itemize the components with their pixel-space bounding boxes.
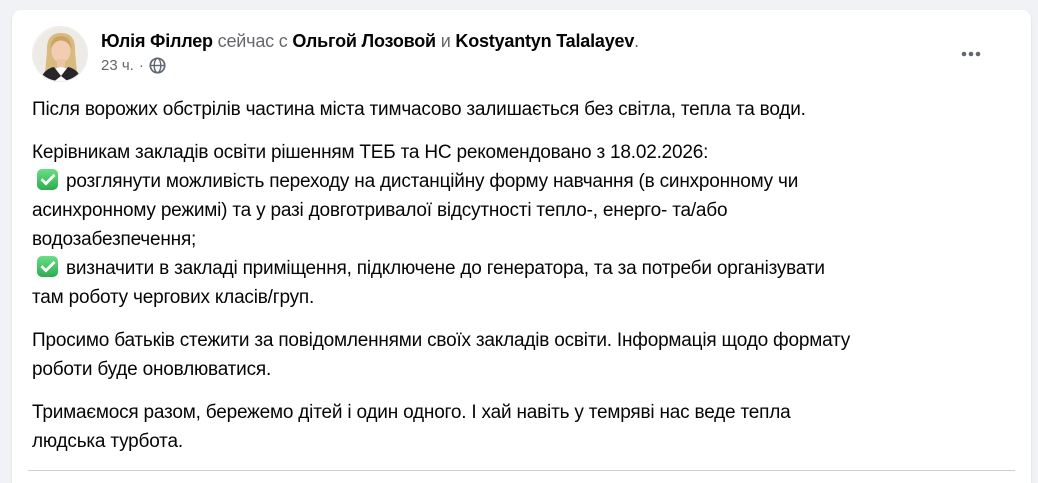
- post-text: асинхронному режимі) та у разі довготривалої відсутності тепло-, енерго- та/або: [32, 200, 728, 221]
- title-connector-1: сейчас с: [217, 31, 288, 51]
- post-body: [12, 82, 1031, 456]
- post-text: Керівникам закладів освіти рішенням ТЕБ та НС рекомендовано з 18.02.2026:: [32, 142, 709, 163]
- post-header-text: [101, 26, 953, 74]
- post-line: [32, 427, 1015, 456]
- ellipsis-icon: [960, 43, 982, 65]
- post-card: [12, 10, 1031, 483]
- tagged-person-1[interactable]: Ольгой Лозовой: [292, 31, 436, 51]
- post-text: визначити в закладі приміщення, підключене до генератора, та за потреби організувати: [66, 258, 825, 279]
- post-text: Після ворожих обстрілів частина міста тимчасово залишається без світла, тепла та води.: [32, 99, 806, 120]
- post-line: [32, 225, 1015, 254]
- title-suffix: .: [634, 31, 639, 51]
- timestamp[interactable]: 23 ч.: [101, 57, 134, 74]
- post-line: [32, 398, 1015, 427]
- meta-separator: ·: [138, 57, 144, 74]
- check-icon: [37, 256, 58, 277]
- title-connector-2: и: [440, 31, 451, 51]
- post-meta: [101, 57, 953, 74]
- post-text: Просимо батьків стежити за повідомленнями своїх закладів освіти. Інформація щодо формату: [32, 330, 851, 351]
- post-paragraph: [32, 138, 1015, 312]
- post-title: [101, 29, 953, 53]
- post-paragraph: [32, 398, 1015, 456]
- post-text: водозабезпечення;: [32, 229, 197, 250]
- post-text: Тримаємося разом, бережемо дітей і один одного. І хай навіть у темряві нас веде тепла: [32, 402, 791, 423]
- post-line: [32, 355, 1015, 384]
- avatar[interactable]: [32, 26, 88, 82]
- post-options-button[interactable]: [953, 36, 989, 72]
- post-line: [32, 254, 1015, 283]
- author-name[interactable]: Юлія Філлер: [101, 31, 213, 51]
- post-line: [32, 167, 1015, 196]
- post-line: [32, 95, 1015, 124]
- post-text: людська турбота.: [32, 431, 183, 452]
- post-header: [12, 10, 1031, 82]
- post-line: [32, 326, 1015, 355]
- globe-icon: [149, 57, 166, 74]
- post-line: [32, 196, 1015, 225]
- post-text: там роботу чергових класів/груп.: [32, 287, 315, 308]
- post-paragraph: [32, 95, 1015, 124]
- divider: [28, 470, 1015, 471]
- post-paragraph: [32, 326, 1015, 384]
- post-line: [32, 283, 1015, 312]
- post-line: [32, 138, 1015, 167]
- post-text: розглянути можливість переходу на дистанційну форму навчання (в синхронному чи: [66, 171, 799, 192]
- check-icon: [37, 169, 58, 190]
- post-text: роботи буде оновлюватися.: [32, 359, 272, 380]
- tagged-person-2[interactable]: Kostyantyn Talalayev: [455, 31, 635, 51]
- avatar-image: [33, 27, 88, 82]
